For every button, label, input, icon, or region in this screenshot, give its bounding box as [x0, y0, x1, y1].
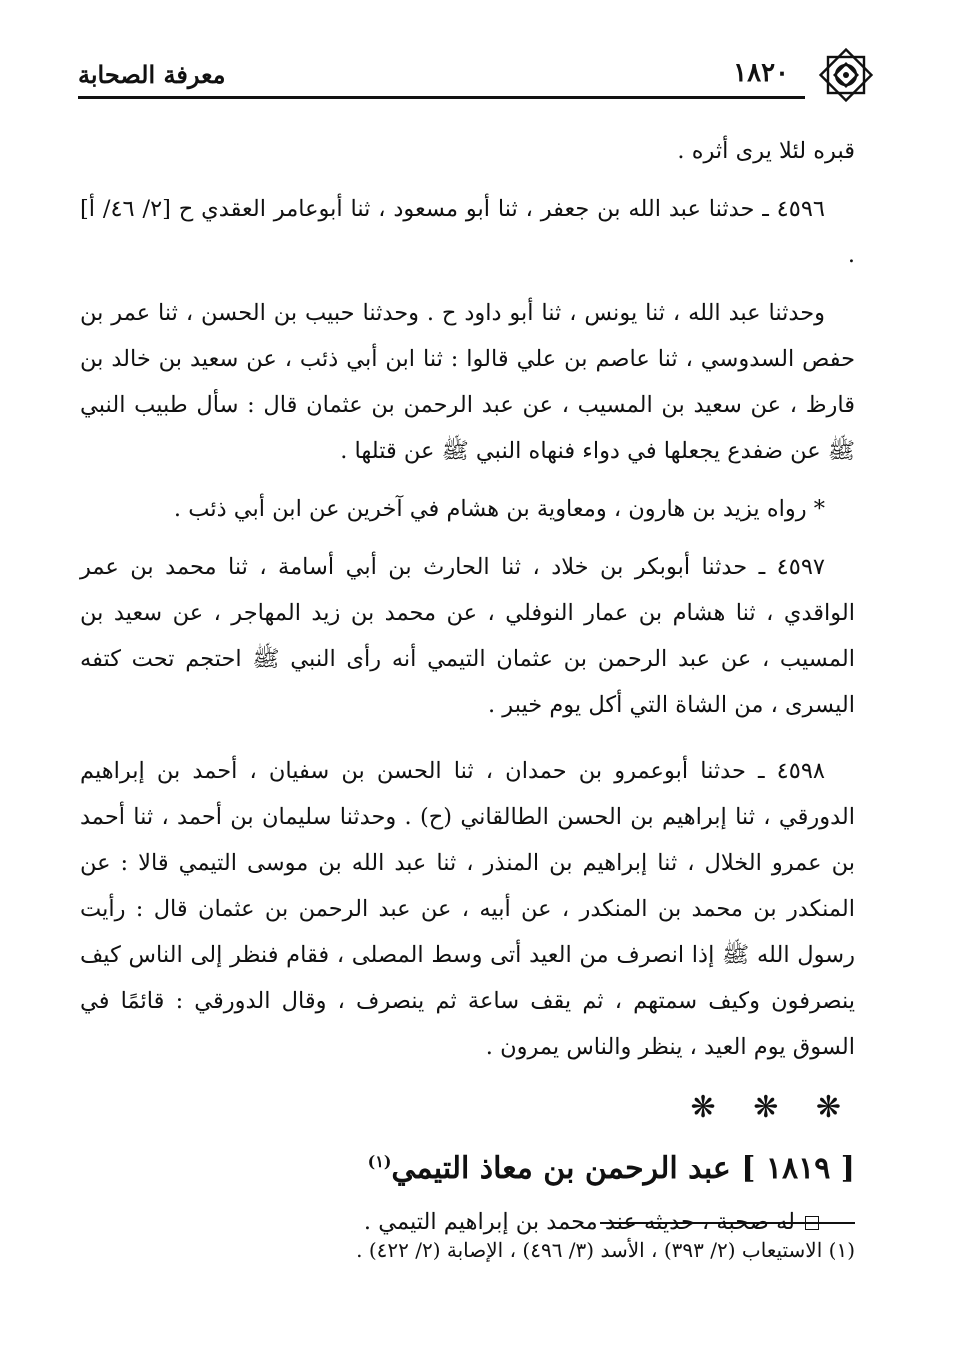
entry-heading-text: [ ١٨١٩ ] عبد الرحمن بن معاذ التيمي [391, 1151, 855, 1186]
hadith-4598: ٤٥٩٨ ـ حدثنا أبوعمرو بن حمدان ، ثنا الحسن بن سفيان ، أحمد بن إبراهيم الدورقي ، ثنا إبراهيم بن الحسن الطالقاني (ح) . وحدثنا سليمان بن أحمد ، ثنا أحمد بن عمرو الخلال ، ثنا إبراهيم بن المنذر ، ثنا عبد الله بن موسى التيمي قالا : عن المنكدر بن محمد بن المنكدر ، عن أبيه ، عن عبد الرحمن بن عثمان قال : رأيت رسول الله ﷺ إذا انصرف من العيد أتى وسط المصلى ، فقام فنظر إلى الناس كيف ينصرفون وكيف سمتهم ، ثم يقف ساعة ثم ينصرف ، وقال الدورقي : قائمًا في السوق يوم العيد ، ينظر والناس يمرون . [80, 758, 855, 1060]
narration-note: * رواه يزيد بن هارون ، ومعاوية بن هشام في آخرين عن ابن أبي ذئب . [173, 496, 825, 522]
page-header [78, 52, 877, 104]
star-ornament-icon [815, 44, 877, 106]
main-text [80, 128, 855, 1245]
paragraph-continuation: قبره لئلا يرى أثره . [677, 138, 855, 164]
companion-note-text: له صحبة ، حديثه عند محمد بن إبراهيم التيمي . [363, 1209, 795, 1235]
header-rule [78, 96, 805, 99]
entry-heading [80, 1138, 855, 1193]
running-title: معرفة الصحابة [78, 60, 226, 89]
footnote-rule [600, 1222, 855, 1224]
hadith-4597: ٤٥٩٧ ـ حدثنا أبوبكر بن خلاد ، ثنا الحارث بن أبي أسامة ، ثنا محمد بن عمر الواقدي ، ثنا هشام بن عمار النوفلي ، عن محمد بن زيد المهاجر ، عن سعيد بن المسيب ، عن عبد الرحمن بن عثمان التيمي أنه رأى النبي ﷺ احتجم تحت كتفه اليسرى ، من الشاة التي أكل يوم خيبر . [80, 554, 855, 718]
page-number: ١٨٢٠ [733, 58, 789, 88]
section-separator: ❋ ❋ ❋ [690, 1090, 855, 1125]
footnote: (١) الاستيعاب (٢/ ٣٩٣) ، الأسد (٣/ ٤٩٦) ، الإصابة (٢/ ٤٢٢) . [356, 1238, 855, 1262]
footnote-marker: (١) [367, 1152, 392, 1171]
hadith-4596: ٤٥٩٦ ـ حدثنا عبد الله بن جعفر ، ثنا أبو مسعود ، ثنا أبوعامر العقدي ح [٢/ ٤٦/ أ] . [80, 196, 855, 268]
hadith-4596-chain: وحدثنا عبد الله ، ثنا يونس ، ثنا أبو داود ح . وحدثنا حبيب بن الحسن ، ثنا عمر بن حفص السدوسي ، ثنا عاصم بن علي قالوا : ثنا ابن أبي ذئب ، عن سعيد بن خالد بن قارظ ، عن سعيد بن المسيب ، عن عبد الرحمن بن عثمان قال : سأل طبيب النبي ﷺ عن ضفدع يجعلها في دواء فنهاه النبي ﷺ عن قتلها . [80, 300, 855, 464]
